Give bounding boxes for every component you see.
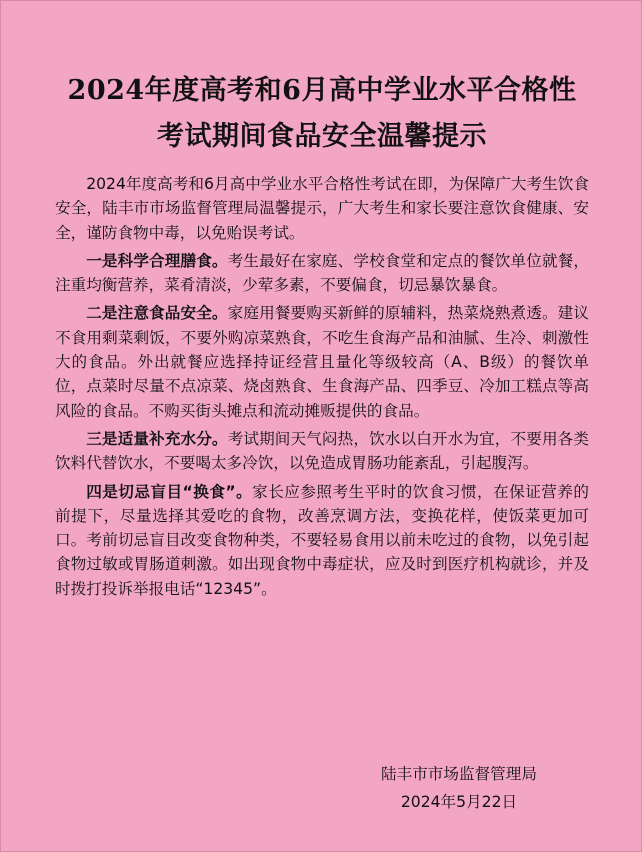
notice-body xyxy=(55,172,589,605)
section-1-paragraph xyxy=(55,249,589,298)
section-2-lead: 二是注意食品安全。 xyxy=(86,304,228,323)
notice-title xyxy=(41,68,603,160)
section-4-lead: 四是切忌盲目“换食”。 xyxy=(86,482,253,501)
intro-paragraph: 2024年度高考和6月高中学业水平合格性考试在即，为保障广大考生饮食安全，陆丰市市场监督管理局温馨提示，广大考生和家长要注意饮食健康、安全，谨防食物中毒，以免贻误考试。 xyxy=(55,175,589,242)
title-line-2: 考试期间食品安全温馨提示 xyxy=(157,121,487,152)
section-2-paragraph xyxy=(55,301,589,422)
signature-block xyxy=(349,760,569,816)
section-3-paragraph xyxy=(55,427,589,476)
section-3-text: 考试期间天气闷热，饮水以白开水为宜，不要用各类饮料代替饮水，不要喝太多冷饮，以免造成胃肠功能紊乱，引起腹泻。 xyxy=(55,429,589,473)
signature-org: 陆丰市市场监督管理局 xyxy=(381,765,537,783)
section-3-lead: 三是适量补充水分。 xyxy=(86,429,228,448)
section-1-lead: 一是科学合理膳食。 xyxy=(86,251,228,270)
signature-date: 2024年5月22日 xyxy=(400,793,518,811)
section-4-paragraph xyxy=(55,480,589,601)
section-2-text: 家庭用餐要购买新鲜的原辅料，热菜烧熟煮透。建议不食用剩菜剩饭，不要外购凉菜熟食，不吃生食海产品和油腻、生冷、刺激性大的食品。外出就餐应选择持证经营且量化等级较高（A、B级）的餐饮单位，点菜时尽量不点凉菜、烧卤熟食、生食海产品、四季豆、冷加工糕点等高风险的食品。不购买街头摊点和流动摊贩提供的食品。 xyxy=(55,304,589,420)
section-4-text: 家长应参照考生平时的饮食习惯，在保证营养的前提下，尽量选择其爱吃的食物，改善烹调方法，变换花样，使饭菜更加可口。考前切忌盲目改变食物种类，不要轻易食用以前未吃过的食物，以免引起食物过敏或胃肠道刺激。如出现食物中毒症状，应及时到医疗机构就诊，并及时拨打投诉举报电话“12345”。 xyxy=(55,482,589,598)
title-line-1: 2024年度高考和6月高中学业水平合格性 xyxy=(67,75,577,106)
section-1-text: 考生最好在家庭、学校食堂和定点的餐饮单位就餐，注重均衡营养，菜肴清淡，少荤多素，不要偏食，切忌暴饮暴食。 xyxy=(55,251,589,295)
